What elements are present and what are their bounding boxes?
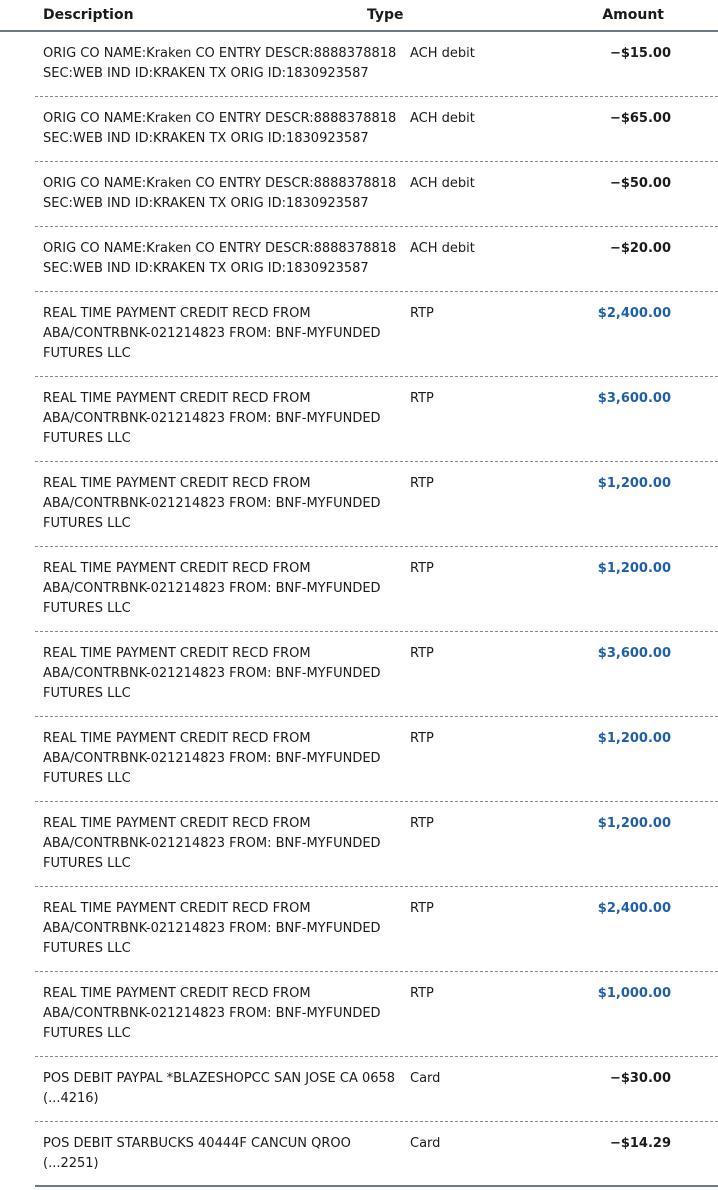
description-line: REAL TIME PAYMENT CREDIT RECD FROM bbox=[43, 646, 311, 661]
description-line: FUTURES LLC bbox=[43, 346, 131, 361]
description-line: (...4216) bbox=[43, 1091, 99, 1106]
description-line: FUTURES LLC bbox=[43, 1026, 131, 1041]
description-line: REAL TIME PAYMENT CREDIT RECD FROM bbox=[43, 901, 311, 916]
row-description bbox=[35, 632, 402, 716]
row-amount: $1,000.00 bbox=[597, 986, 671, 1001]
description-line: POS DEBIT STARBUCKS 40444F CANCUN QROO bbox=[43, 1136, 351, 1151]
table-row[interactable] bbox=[35, 32, 718, 97]
table-row[interactable] bbox=[35, 547, 718, 632]
table-header bbox=[0, 0, 718, 32]
row-description bbox=[35, 802, 402, 886]
row-amount: −$30.00 bbox=[609, 1071, 671, 1086]
description-line: ORIG CO NAME:Kraken CO ENTRY DESCR:8888378818 bbox=[43, 241, 397, 256]
description-line: ABA/CONTRBNK-021214823 FROM: BNF-MYFUNDED bbox=[43, 411, 381, 426]
column-header-amount[interactable]: Amount bbox=[602, 7, 664, 23]
description-line: FUTURES LLC bbox=[43, 856, 131, 871]
description-line: REAL TIME PAYMENT CREDIT RECD FROM bbox=[43, 731, 311, 746]
description-line: SEC:WEB IND ID:KRAKEN TX ORIG ID:1830923587 bbox=[43, 131, 369, 146]
description-line: ABA/CONTRBNK-021214823 FROM: BNF-MYFUNDED bbox=[43, 496, 381, 511]
table-row[interactable] bbox=[35, 1122, 718, 1187]
table-row[interactable] bbox=[35, 227, 718, 292]
row-type: RTP bbox=[410, 986, 434, 1001]
row-amount: $1,200.00 bbox=[597, 731, 671, 746]
description-line: FUTURES LLC bbox=[43, 771, 131, 786]
row-amount: −$20.00 bbox=[609, 241, 671, 256]
row-amount: $2,400.00 bbox=[597, 306, 671, 321]
description-line: ABA/CONTRBNK-021214823 FROM: BNF-MYFUNDED bbox=[43, 326, 381, 341]
description-line: FUTURES LLC bbox=[43, 431, 131, 446]
row-type: RTP bbox=[410, 731, 434, 746]
description-line: (...2251) bbox=[43, 1156, 99, 1171]
row-description bbox=[35, 547, 402, 631]
description-line: FUTURES LLC bbox=[43, 516, 131, 531]
row-amount: $3,600.00 bbox=[597, 391, 671, 406]
description-line: ABA/CONTRBNK-021214823 FROM: BNF-MYFUNDED bbox=[43, 1006, 381, 1021]
row-amount: −$50.00 bbox=[609, 176, 671, 191]
description-line: REAL TIME PAYMENT CREDIT RECD FROM bbox=[43, 986, 311, 1001]
table-row[interactable] bbox=[35, 292, 718, 377]
row-amount: −$65.00 bbox=[609, 111, 671, 126]
description-line: REAL TIME PAYMENT CREDIT RECD FROM bbox=[43, 561, 311, 576]
description-line: ABA/CONTRBNK-021214823 FROM: BNF-MYFUNDED bbox=[43, 581, 381, 596]
description-line: REAL TIME PAYMENT CREDIT RECD FROM bbox=[43, 816, 311, 831]
description-line: ABA/CONTRBNK-021214823 FROM: BNF-MYFUNDED bbox=[43, 921, 381, 936]
table-row[interactable] bbox=[35, 802, 718, 887]
row-type: RTP bbox=[410, 901, 434, 916]
row-amount: $1,200.00 bbox=[597, 816, 671, 831]
row-type: ACH debit bbox=[410, 176, 475, 191]
row-type: RTP bbox=[410, 306, 434, 321]
table-row[interactable] bbox=[35, 972, 718, 1057]
row-type: ACH debit bbox=[410, 241, 475, 256]
row-description bbox=[35, 717, 402, 801]
row-type: RTP bbox=[410, 816, 434, 831]
row-amount: −$15.00 bbox=[609, 46, 671, 61]
row-type: RTP bbox=[410, 561, 434, 576]
table-row[interactable] bbox=[35, 377, 718, 462]
row-type: Card bbox=[410, 1136, 441, 1151]
description-line: FUTURES LLC bbox=[43, 601, 131, 616]
description-line: ABA/CONTRBNK-021214823 FROM: BNF-MYFUNDED bbox=[43, 666, 381, 681]
description-line: FUTURES LLC bbox=[43, 941, 131, 956]
row-type: Card bbox=[410, 1071, 441, 1086]
row-description bbox=[35, 462, 402, 546]
row-description bbox=[35, 32, 402, 96]
row-amount: $2,400.00 bbox=[597, 901, 671, 916]
row-amount: $1,200.00 bbox=[597, 561, 671, 576]
description-line: SEC:WEB IND ID:KRAKEN TX ORIG ID:1830923587 bbox=[43, 66, 369, 81]
table-row[interactable] bbox=[35, 97, 718, 162]
row-type: ACH debit bbox=[410, 46, 475, 61]
table-row[interactable] bbox=[35, 462, 718, 547]
table-row[interactable] bbox=[35, 887, 718, 972]
row-amount: $3,600.00 bbox=[597, 646, 671, 661]
row-description bbox=[35, 377, 402, 461]
column-header-type[interactable]: Type bbox=[367, 7, 404, 23]
table-row[interactable] bbox=[35, 717, 718, 802]
description-line: SEC:WEB IND ID:KRAKEN TX ORIG ID:1830923587 bbox=[43, 196, 369, 211]
table-row[interactable] bbox=[35, 162, 718, 227]
description-line: ABA/CONTRBNK-021214823 FROM: BNF-MYFUNDED bbox=[43, 751, 381, 766]
description-line: ORIG CO NAME:Kraken CO ENTRY DESCR:8888378818 bbox=[43, 46, 397, 61]
row-description bbox=[35, 227, 402, 291]
description-line: REAL TIME PAYMENT CREDIT RECD FROM bbox=[43, 306, 311, 321]
row-description bbox=[35, 162, 402, 226]
row-amount: −$14.29 bbox=[609, 1136, 671, 1151]
row-description bbox=[35, 97, 402, 161]
description-line: ORIG CO NAME:Kraken CO ENTRY DESCR:8888378818 bbox=[43, 111, 397, 126]
description-line: REAL TIME PAYMENT CREDIT RECD FROM bbox=[43, 476, 311, 491]
row-description bbox=[35, 972, 402, 1056]
row-type: RTP bbox=[410, 391, 434, 406]
description-line: FUTURES LLC bbox=[43, 686, 131, 701]
row-description bbox=[35, 887, 402, 971]
description-line: ORIG CO NAME:Kraken CO ENTRY DESCR:8888378818 bbox=[43, 176, 397, 191]
row-description bbox=[35, 292, 402, 376]
description-line: SEC:WEB IND ID:KRAKEN TX ORIG ID:1830923587 bbox=[43, 261, 369, 276]
description-line: POS DEBIT PAYPAL *BLAZESHOPCC SAN JOSE CA 0658 bbox=[43, 1071, 396, 1086]
description-line: ABA/CONTRBNK-021214823 FROM: BNF-MYFUNDED bbox=[43, 836, 381, 851]
column-header-description[interactable]: Description bbox=[43, 7, 134, 23]
row-description bbox=[35, 1122, 402, 1186]
row-description bbox=[35, 1057, 402, 1121]
row-type: ACH debit bbox=[410, 111, 475, 126]
row-type: RTP bbox=[410, 476, 434, 491]
table-row[interactable] bbox=[35, 632, 718, 717]
row-amount: $1,200.00 bbox=[597, 476, 671, 491]
table-row[interactable] bbox=[35, 1057, 718, 1122]
row-type: RTP bbox=[410, 646, 434, 661]
description-line: REAL TIME PAYMENT CREDIT RECD FROM bbox=[43, 391, 311, 406]
